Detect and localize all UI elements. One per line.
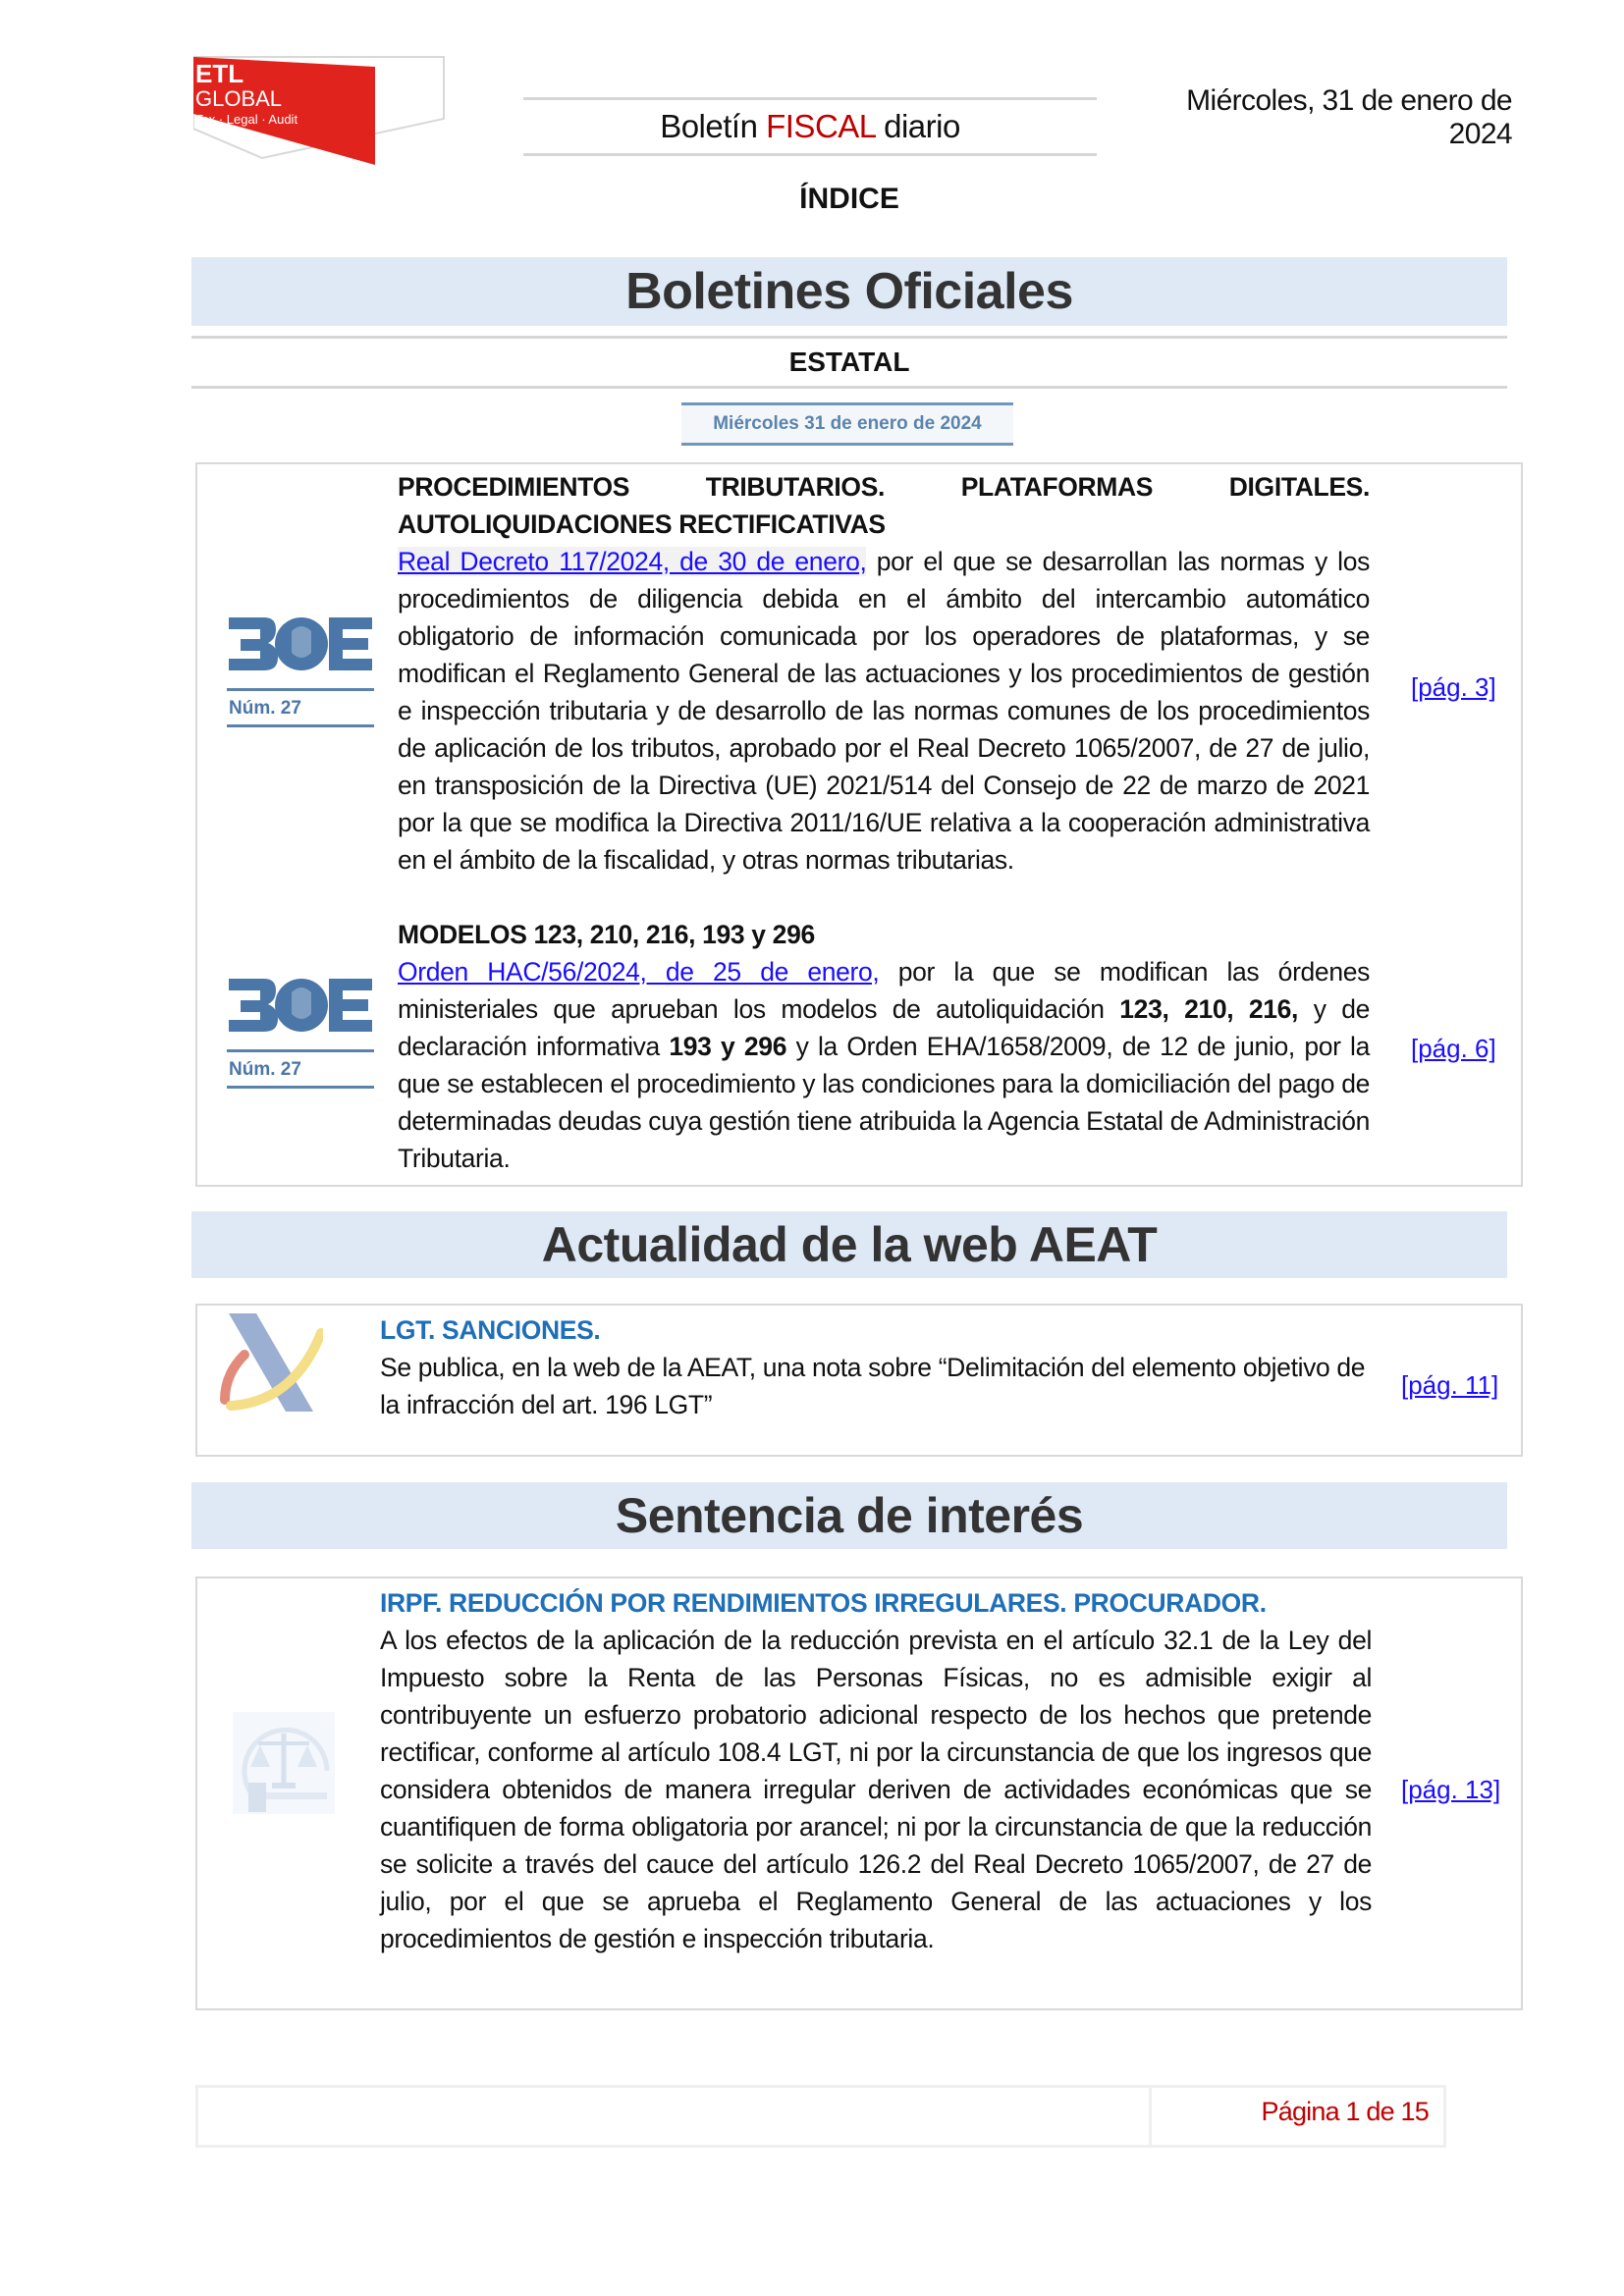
bulletin-title: Boletín FISCAL diario [660, 108, 960, 144]
sentencia-entry [380, 1584, 1372, 1957]
boe-number-label: Núm. 27 [227, 688, 374, 727]
aeat-logo [215, 1313, 323, 1421]
real-decreto-link[interactable]: Real Decreto 117/2024, de 30 de enero, [398, 547, 867, 576]
index-heading: ÍNDICE [799, 183, 899, 215]
justice-scales-gavel-icon [233, 1712, 335, 1814]
bulletin-title-accent: FISCAL [766, 108, 876, 144]
boe-date-tag: Miércoles 31 de enero de 2024 [681, 402, 1013, 446]
bulletin-date: Miércoles, 31 de enero de 2024 [1186, 84, 1512, 150]
section-band-boletines: Boletines Oficiales [191, 257, 1507, 326]
page-ref-link[interactable]: [pág. 3] [1411, 672, 1496, 702]
boletines-entries-box [195, 462, 1523, 1187]
page-ref-link[interactable]: [pág. 13] [1401, 1775, 1501, 1804]
aeat-entry-box [195, 1304, 1523, 1457]
sentencia-entry-box [195, 1576, 1523, 2010]
aeat-entry [380, 1311, 1372, 1423]
entry-heading: IRPF. REDUCCIÓN POR RENDIMIENTOS IRREGULARES. PROCURADOR. [380, 1588, 1267, 1618]
boe-number-label: Núm. 27 [227, 1049, 374, 1089]
subsection-estatal: ESTATAL [191, 336, 1507, 389]
footer-divider [1149, 2085, 1152, 2148]
boe-logo [227, 614, 374, 727]
logo-name: GLOBAL [195, 86, 283, 111]
section-band-sentencia: Sentencia de interés [191, 1482, 1507, 1549]
section-band-aeat: Actualidad de la web AEAT [191, 1211, 1507, 1278]
page-ref-link[interactable]: [pág. 11] [1401, 1370, 1499, 1400]
boe-entry-1 [398, 468, 1370, 879]
etl-global-logo [193, 45, 449, 165]
page-ref-link[interactable]: [pág. 6] [1411, 1034, 1496, 1063]
page-number: Página 1 de 15 [1261, 2097, 1429, 2126]
entry-body: Se publica, en la web de la AEAT, una nota sobre “Delimitación del elemento objetivo de la infracción del art. 196 LGT” [380, 1353, 1366, 1419]
logo-tagline: Tax · Legal · Audit [195, 112, 298, 127]
orden-hac-link[interactable]: Orden HAC/56/2024, de 25 de enero, [398, 957, 880, 987]
boe-logo [227, 975, 374, 1089]
logo-brand: ETL [195, 59, 244, 88]
entry-heading: LGT. SANCIONES. [380, 1315, 601, 1345]
entry-heading: MODELOS 123, 210, 216, 193 y 296 [398, 920, 815, 949]
bulletin-title-box [523, 97, 1097, 156]
boe-mark-icon [227, 975, 374, 1036]
boe-mark-icon [227, 614, 374, 674]
entry-heading: PROCEDIMIENTOS TRIBUTARIOS. PLATAFORMAS DIGITALES. AUTOLIQUIDACIONES RECTIFICATIVAS [398, 472, 1370, 539]
boe-entry-2 [398, 916, 1370, 1177]
entry-body: A los efectos de la aplicación de la reducción prevista en el artículo 32.1 de la Ley del Impuesto sobre la Renta de las Personas Físicas, no es admisible exigir al contribuyente un esfuerzo probatorio adicional respecto de los hechos que pretende rectificar, conforme al artículo 108.4 LGT, ni por la circunstancia de que los ingresos que considera obtenidos de manera irregular deriven de actividades económicas que se cuantifiquen de forma obligatoria por arancel; ni por la circunstancia de que la reducción se solicite a través del cauce del artículo 126.2 del Real Decreto 1065/2007, de 27 de julio, por el que se aprueba el Reglamento General de las actuaciones y los procedimientos de gestión e inspección tributaria. [380, 1626, 1372, 1953]
entry-body: Real Decreto 117/2024, de 30 de enero, por el que se desarrollan las normas y los procedimientos de diligencia debida en el ámbito del intercambio automático obligatorio de información comunicada por los operadores de plataformas, y se modifican el Reglamento General de las actuaciones y los procedimientos de gestión e inspección tributaria y de desarrollo de las normas comunes de los procedimientos de aplicación de los tributos, aprobado por el Real Decreto 1065/2007, de 27 de julio, en transposición de la Directiva (UE) 2021/514 del Consejo de 22 de marzo de 2021 por la que se modifica la Directiva 2011/16/UE relativa a la cooperación administrativa en el ámbito de la fiscalidad, y otras normas tributarias. [398, 547, 1370, 875]
entry-body: Orden HAC/56/2024, de 25 de enero, por la que se modifican las órdenes ministeriales que aprueban los modelos de autoliquidación 123, 210, 216, y de declaración informativa 193 y 296 y la Orden EHA/1658/2009, de 12 de junio, por la que se establecen el procedimiento y las condiciones para la domiciliación del pago de determinadas deudas cuya gestión tiene atribuida la Agencia Estatal de Administración Tributaria. [398, 957, 1371, 1173]
